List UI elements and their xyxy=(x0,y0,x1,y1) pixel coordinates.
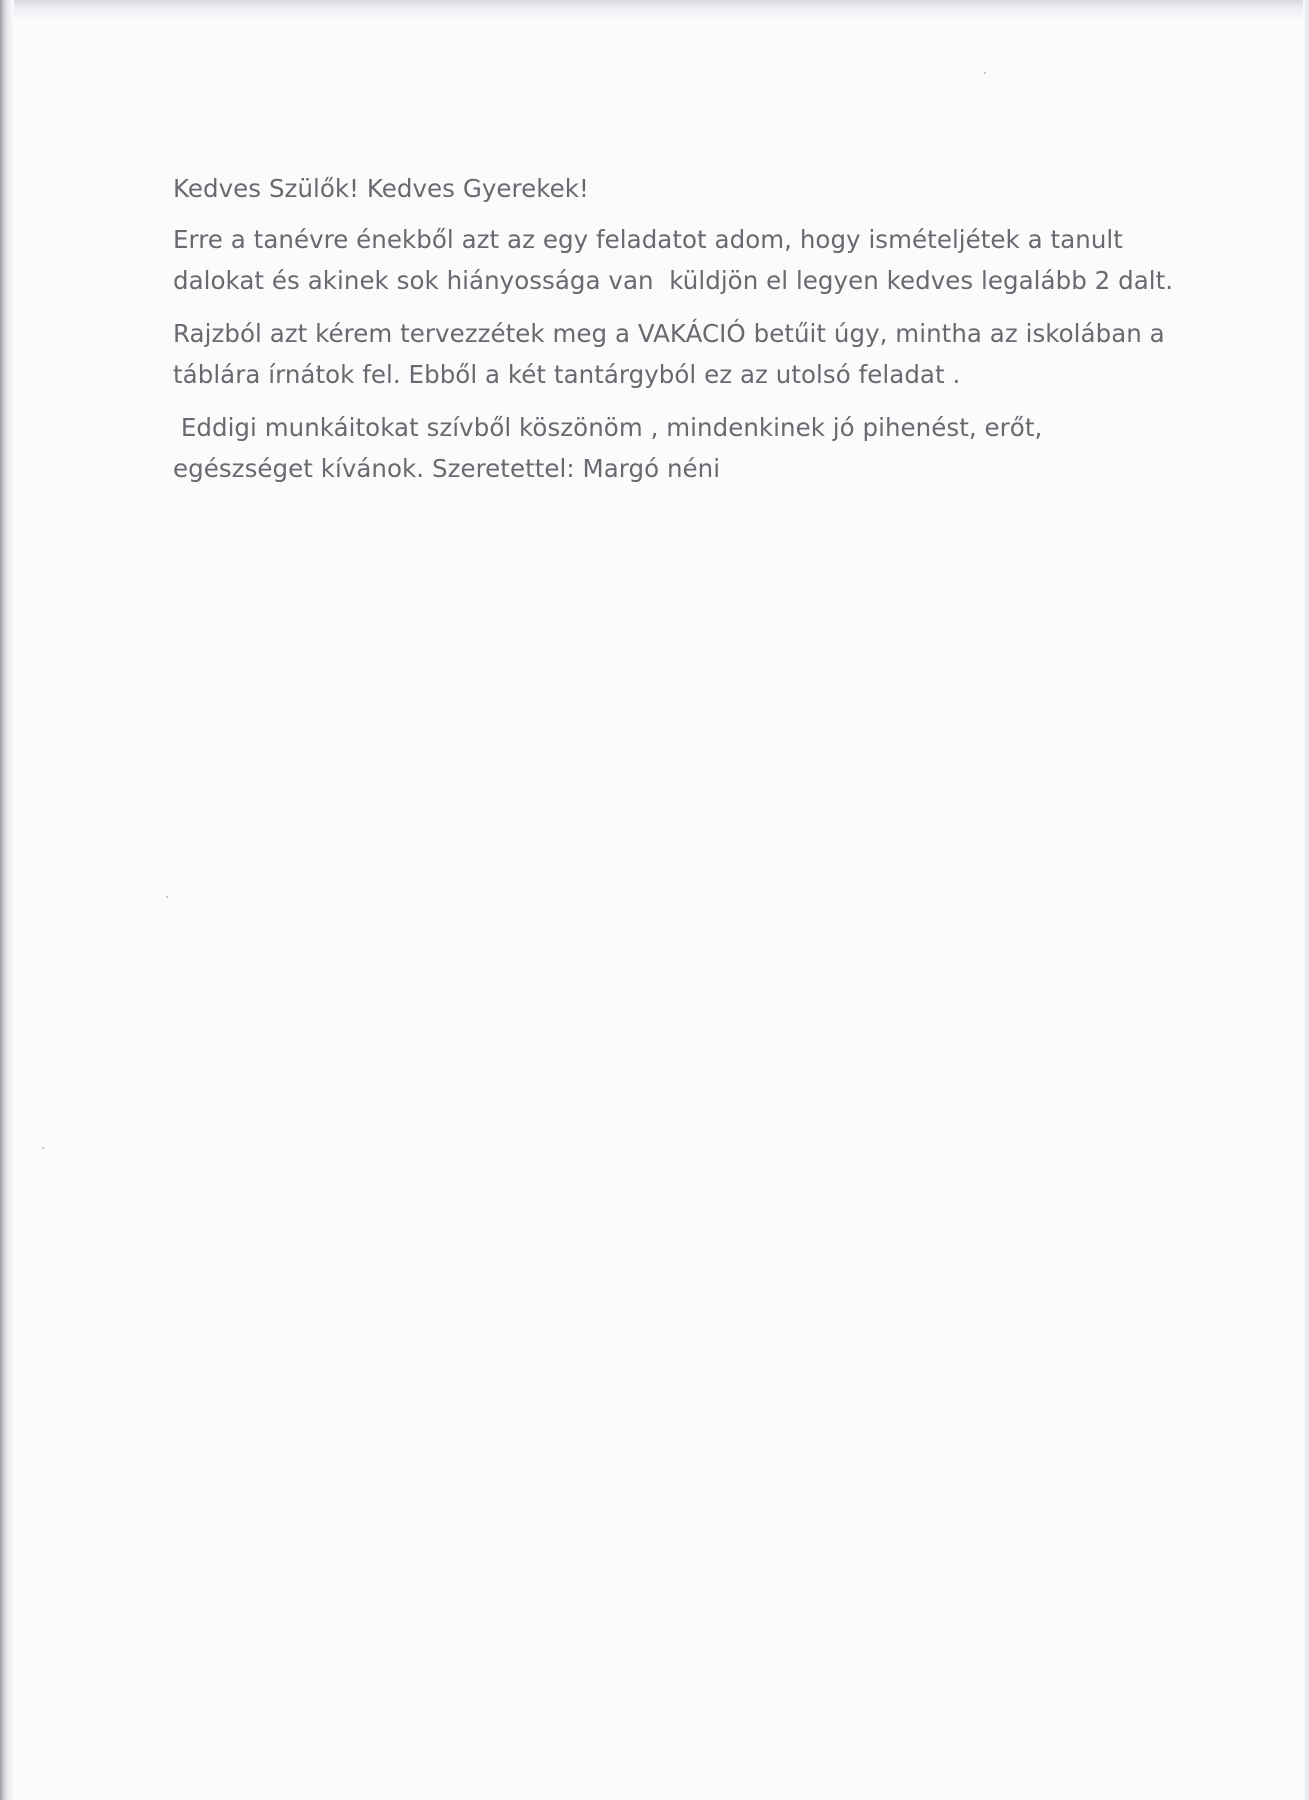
paragraph-line: Rajzból azt kérem tervezzétek meg a VAKÁCIÓ betűit úgy, mintha az iskolában a xyxy=(173,319,1165,348)
paragraph-drawing xyxy=(173,313,1183,395)
scan-left-edge xyxy=(0,0,14,1800)
scan-speck xyxy=(984,72,986,74)
paragraph-line: dalokat és akinek sok hiányossága van küldjön el legyen kedves legalább 2 dalt. xyxy=(173,266,1174,295)
scan-speck xyxy=(166,896,168,898)
paragraph-line: Erre a tanévre énekből azt az egy feladatot adom, hogy ismételjétek a tanult xyxy=(173,225,1123,254)
scan-speck xyxy=(42,1147,44,1149)
signature-line: egészséget kívánok. Szeretettel: Margó néni xyxy=(173,454,721,483)
scan-top-edge xyxy=(0,0,1309,20)
paragraph-line: Eddigi munkáitokat szívből köszönöm , mindenkinek jó pihenést, erőt, xyxy=(173,413,1043,442)
paragraph-singing xyxy=(173,219,1183,301)
scan-right-edge xyxy=(1303,0,1309,1800)
letter-greeting: Kedves Szülők! Kedves Gyerekek! xyxy=(173,174,589,203)
paragraph-line: táblára írnátok fel. Ebből a két tantárgyból ez az utolsó feladat . xyxy=(173,360,961,389)
letter-body xyxy=(173,168,1183,489)
paragraph-closing xyxy=(173,407,1183,489)
